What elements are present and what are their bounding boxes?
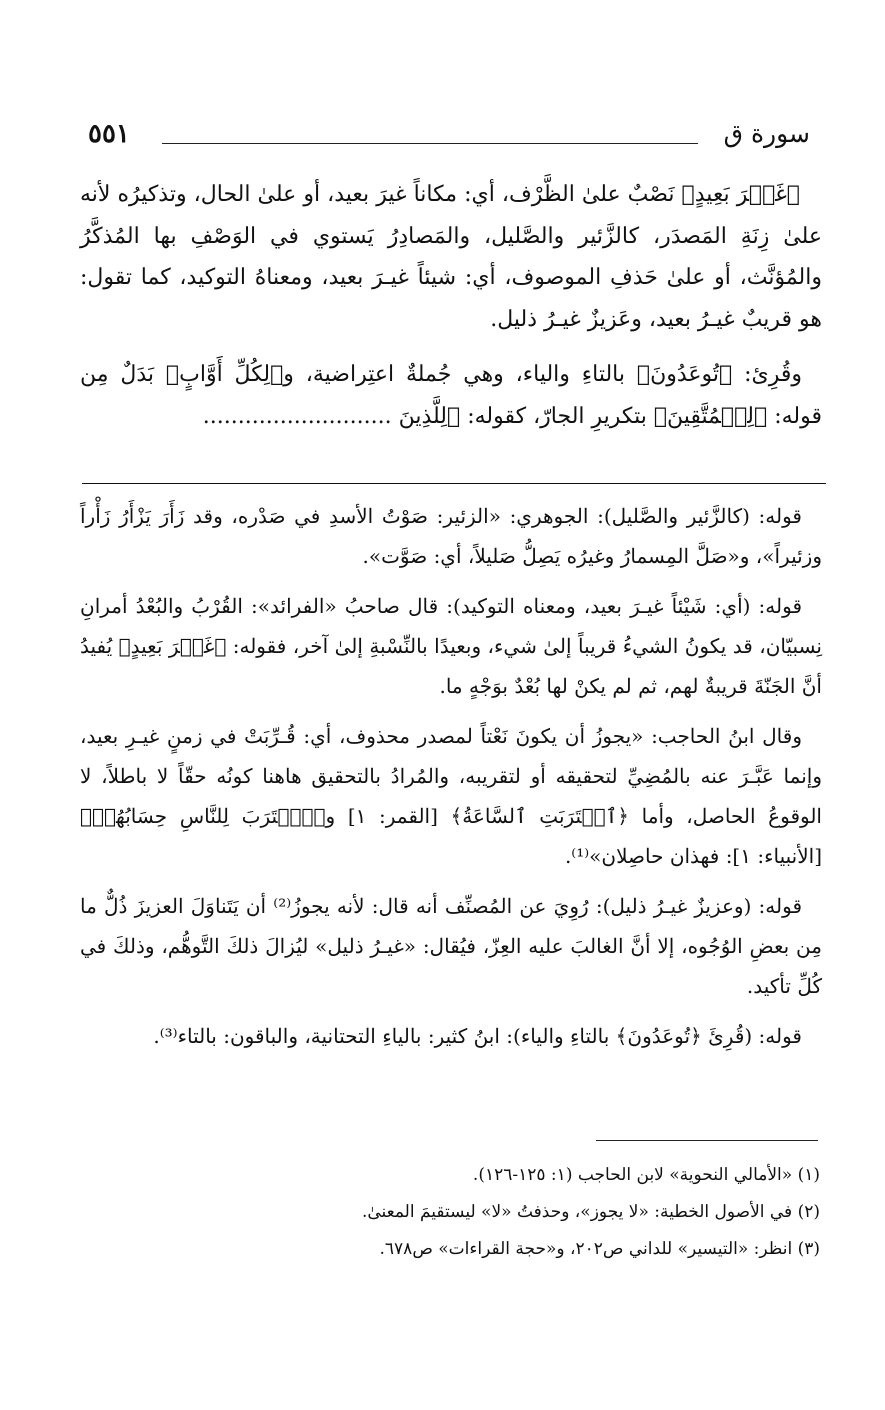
footnotes bbox=[80, 1157, 820, 1268]
main-paragraph: وقُرِئ: ﴿تُوعَدُونَ﴾ بالتاءِ والياء، وهي جُملةٌ اعتِراضية، و﴿لِكُلِّ أَوَّابٍ﴾ بَدَلٌ مِن قوله: ﴿لِلۡمُتَّقِينَ﴾ بتكريرِ الجارّ، كقوله: ﴿لِلَّذِينَ ........................... bbox=[80, 362, 822, 429]
commentary-paragraph: قوله: (قُرِئَ ﴿تُوعَدُونَ﴾ بالتاءِ والياء): ابنُ كثير: بالياءِ التحتانية، والباقون: بالتاء⁽³⁾. bbox=[153, 1024, 802, 1048]
footnote: (٢) في الأصول الخطية: «لا يجوز»، وحذفتُ «لا» ليستقيمَ المعنىٰ. bbox=[361, 1202, 820, 1222]
main-paragraph: ﴿غَيۡرَ بَعِيدٍ﴾ نَصْبٌ علىٰ الظَّرْف، أي: مكاناً غيرَ بعيد، أو علىٰ الحال، وتذكيرُه لأنه علىٰ زِنَةِ المَصدَر، كالزَّئير والصَّليل، والمَصادِرُ يَستوي في الوَصْفِ بها المُذكَّرُ والمُؤنَّث، أو علىٰ حَذفِ الموصوف، أي: شيئاً غيـرَ بعيد، ومعناهُ التوكيد، كما تقول: هو قريبٌ غيـرُ بعيد، وعَزيزٌ غيـرُ ذليل. bbox=[80, 182, 822, 332]
footnote-rule bbox=[596, 1140, 818, 1141]
main-text bbox=[80, 174, 822, 451]
page-header bbox=[88, 112, 810, 156]
surah-title: سورة ق bbox=[723, 119, 810, 148]
header-rule bbox=[162, 143, 698, 144]
commentary bbox=[80, 496, 822, 1066]
footnote: (١) «الأمالي النحوية» لابن الحاجب (١: ١٢٥-١٢٦). bbox=[472, 1165, 820, 1185]
footnote: (٣) انظر: «التيسير» للداني ص٢٠٢، و«حجة القراءات» ص٦٧٨. bbox=[379, 1239, 820, 1259]
commentary-paragraph: قوله: (وعزيزٌ غيـرُ ذليل): رُوِيَ عن المُصنِّف أنه قال: لأنه يجوزُ⁽²⁾ أن يَتَناوَلَ العزيزَ ذُلٌّ ما مِن بعضِ الوُجُوه، إلا أنَّ الغالبَ عليه العِزّ، فيُقال: «غيـرُ ذليل» ليُزالَ ذلكَ التَّوهُّم، وذلكَ في كُلِّ تأكيد. bbox=[80, 894, 822, 998]
commentary-paragraph: قوله: (كالزَّئير والصَّليل): الجوهري: «الزئير: صَوْتُ الأسدِ في صَدْره، وقد زَأَرَ يَزْأَرُ زَأْراً وزئيراً»، و«صَلَّ المِسمارُ وغيرُه يَصِلُّ صَليلاً، أي: صَوَّت». bbox=[80, 504, 822, 568]
section-divider bbox=[82, 483, 826, 484]
page-number: ٥٥١ bbox=[88, 119, 130, 149]
commentary-paragraph: قوله: (أي: شَيْئاً غيـرَ بعيد، ومعناه التوكيد): قال صاحبُ «الفرائد»: القُرْبُ والبُعْدُ أمرانِ نِسبيّان، قد يكونُ الشيءُ قريباً إلىٰ شيء، وبعيدًا بالنِّسْبةِ إلىٰ آخر، فقوله: ﴿غَيۡرَ بَعِيدٍ﴾ يُفيدُ أنَّ الجَنّةَ قريبةٌ لهم، ثم لم يكنْ لها بُعْدٌ بوَجْهٍ ما. bbox=[80, 594, 822, 698]
commentary-paragraph: وقال ابنُ الحاجب: «يجوزُ أن يكونَ نَعْتاً لمصدر محذوف، أي: قُـرِّبَتْ في زمنٍ غيـرِ بعيد، وإنما عَبَّـرَ عنه بالمُضِيِّ لتحقيقه أو لتقريبه، والمُرادُ بالتحقيق هاهنا كونُه حقّاً لا باطلاً، لا الوقوعُ الحاصل، وأما ﴿ٱقۡتَرَبَتِ ٱلسَّاعَةُ﴾ [القمر: ١] و﴿ٱقۡتَرَبَ لِلنَّاسِ حِسَابُهُمۡ﴾ [الأنبياء: ١]: فهذان حاصِلان»⁽¹⁾. bbox=[80, 724, 822, 868]
